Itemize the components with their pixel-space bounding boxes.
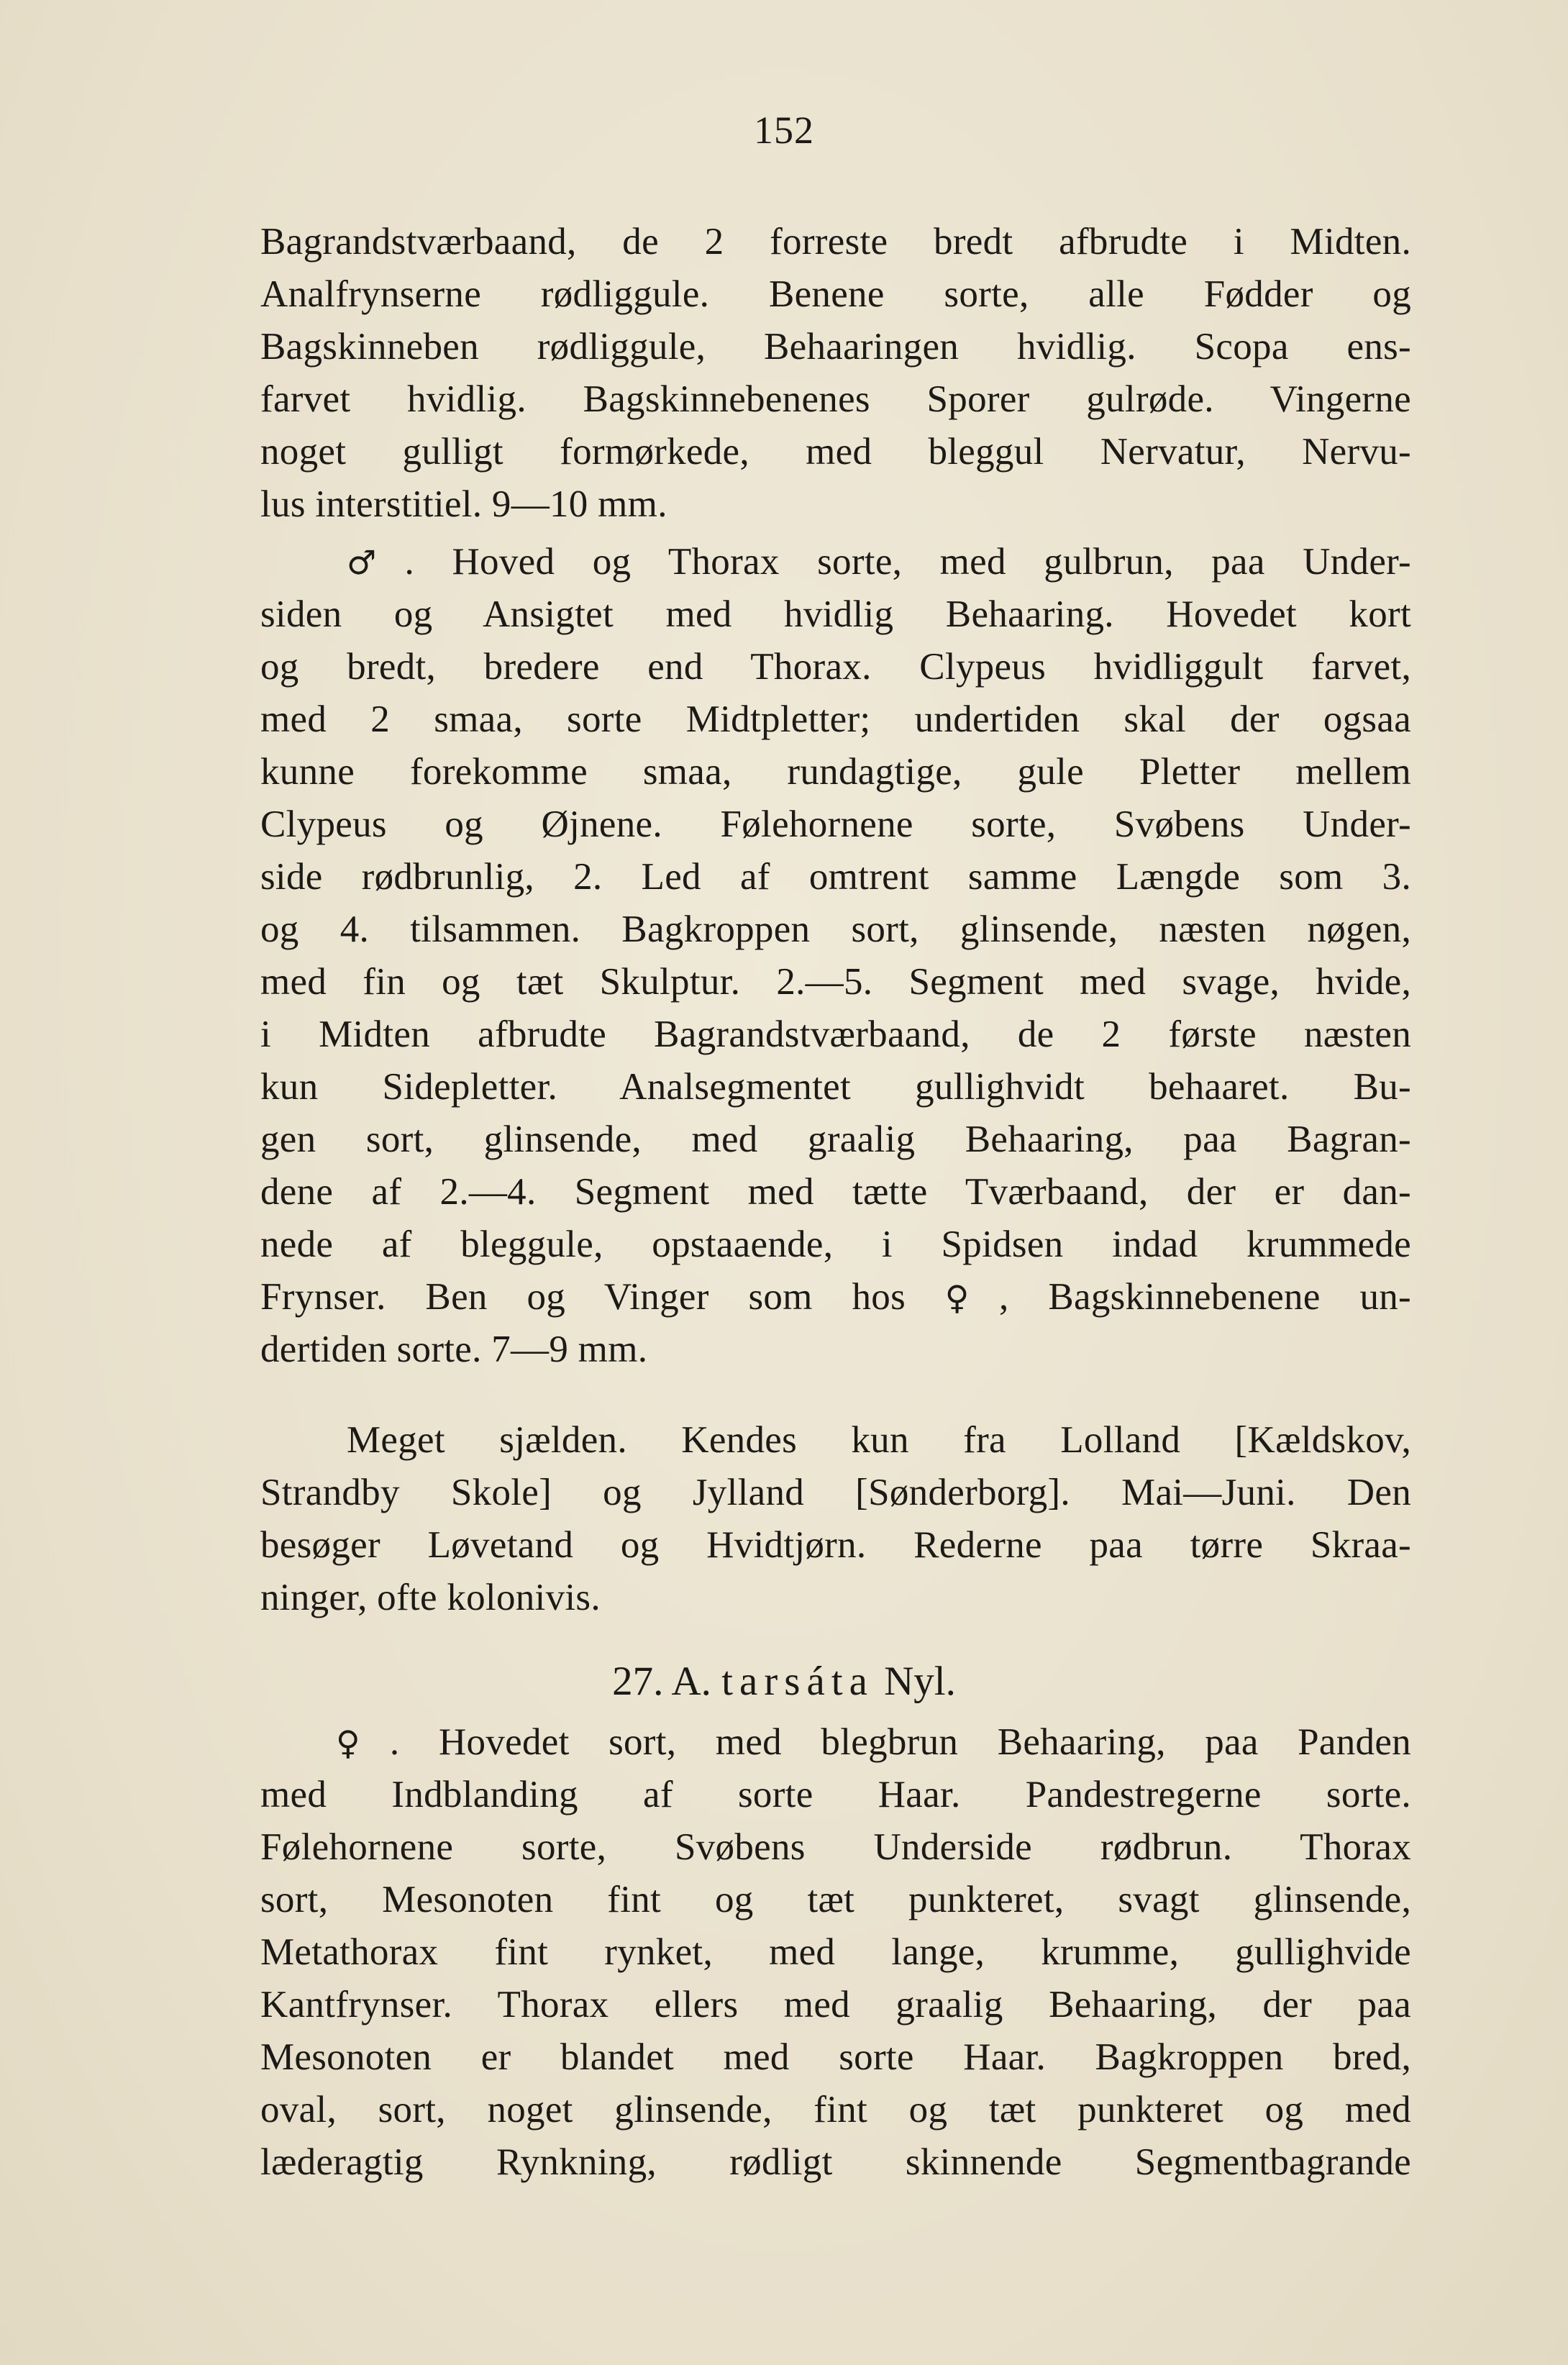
text-line: gen sort, glinsende, med graalig Behaaring, paa Bagran- — [260, 1118, 1411, 1160]
text-line: Meget sjælden. Kendes kun fra Lolland [Kældskov, — [347, 1419, 1411, 1461]
species-name: tarsáta — [721, 1659, 874, 1704]
text-line: besøger Løvetand og Hvidtjørn. Rederne paa tørre Skraa- — [260, 1524, 1411, 1566]
text-line — [260, 536, 1411, 588]
text-line: Kantfrynser. Thorax ellers med graalig Behaaring, der paa — [260, 1984, 1411, 2025]
text-line: med Indblanding af sorte Haar. Pandestregerne sorte. — [260, 1774, 1411, 1815]
text-line: Bagskinneben rødliggule, Behaaringen hvidlig. Scopa ens- — [260, 326, 1411, 368]
page-number: 152 — [754, 109, 814, 152]
text-line: Metathorax fint rynket, med lange, krumme, gullighvide — [260, 1931, 1411, 1973]
paragraph-male-description — [260, 536, 1411, 1376]
text-line: noget gulligt formørkede, med bleggul Nervatur, Nervu- — [260, 431, 1411, 473]
species-author: Nyl. — [884, 1659, 956, 1704]
text-line: oval, sort, noget glinsende, fint og tæt punkteret og med — [260, 2089, 1411, 2131]
text-line: Følehornene sorte, Svøbens Underside rødbrun. Thorax — [260, 1826, 1411, 1868]
species-number: 27. A. — [612, 1659, 711, 1704]
text-line: nede af bleggule, opstaaende, i Spidsen indad krummede — [260, 1223, 1411, 1265]
text-line: i Midten afbrudte Bagrandstværbaand, de 2 første næsten — [260, 1013, 1411, 1055]
female-symbol: ♀ — [944, 1278, 1000, 1317]
text-line: Strandby Skole] og Jylland [Sønderborg]. Mai—Juni. Den — [260, 1472, 1411, 1513]
text-line: farvet hvidlig. Bagskinnebenenes Sporer gulrøde. Vingerne — [260, 378, 1411, 420]
text-span: . Hoved og Thorax sorte, med gulbrun, paa Under- — [404, 541, 1411, 583]
text-span: Frynser. Ben og Vinger som hos — [260, 1276, 945, 1318]
paragraph-female-continuation — [260, 216, 1411, 531]
text-line: Bagrandstværbaand, de 2 forreste bredt afbrudte i Midten. — [260, 221, 1411, 263]
text-line: dene af 2.—4. Segment med tætte Tværbaand, der er dan- — [260, 1171, 1411, 1213]
text-line: Clypeus og Øjnene. Følehornene sorte, Svøbens Under- — [260, 803, 1411, 845]
text-line: side rødbrunlig, 2. Led af omtrent samme Længde som 3. — [260, 856, 1411, 898]
species-heading — [0, 1653, 1568, 1710]
text-line: dertiden sorte. 7—9 mm. — [260, 1329, 648, 1370]
text-line: kun Sidepletter. Analsegmentet gullighvidt behaaret. Bu- — [260, 1066, 1411, 1108]
text-line: med fin og tæt Skulptur. 2.—5. Segment med svage, hvide, — [260, 961, 1411, 1003]
text-line: læderagtig Rynkning, rødligt skinnende Segmentbagrande — [260, 2141, 1411, 2183]
text-line: Analfrynserne rødliggule. Benene sorte, alle Fødder og — [260, 273, 1411, 315]
text-span: . Hovedet sort, med blegbrun Behaaring, paa Panden — [389, 1721, 1411, 1763]
text-line: sort, Mesonoten fint og tæt punkteret, svagt glinsende, — [260, 1879, 1411, 1920]
text-line: og bredt, bredere end Thorax. Clypeus hvidliggult farvet, — [260, 646, 1411, 688]
text-line: kunne forekomme smaa, rundagtige, gule Pletter mellem — [260, 751, 1411, 793]
text-line: med 2 smaa, sorte Midtpletter; undertiden skal der ogsaa — [260, 698, 1411, 740]
text-span: , Bagskinnebenene un- — [999, 1276, 1411, 1318]
text-line: og 4. tilsammen. Bagkroppen sort, glinsende, næsten nøgen, — [260, 908, 1411, 950]
paragraph-female-description — [260, 1716, 1411, 2189]
text-line: ninger, ofte kolonivis. — [260, 1577, 601, 1618]
paragraph-occurrence — [260, 1414, 1411, 1624]
text-line — [260, 1716, 1411, 1769]
text-line: Mesonoten er blandet med sorte Haar. Bagkroppen bred, — [260, 2036, 1411, 2078]
text-line — [260, 1271, 1411, 1323]
male-symbol: ♂ — [347, 543, 405, 582]
female-symbol: ♀ — [336, 1723, 390, 1762]
text-line: lus interstitiel. 9—10 mm. — [260, 483, 667, 525]
text-line: siden og Ansigtet med hvidlig Behaaring. Hovedet kort — [260, 593, 1411, 635]
